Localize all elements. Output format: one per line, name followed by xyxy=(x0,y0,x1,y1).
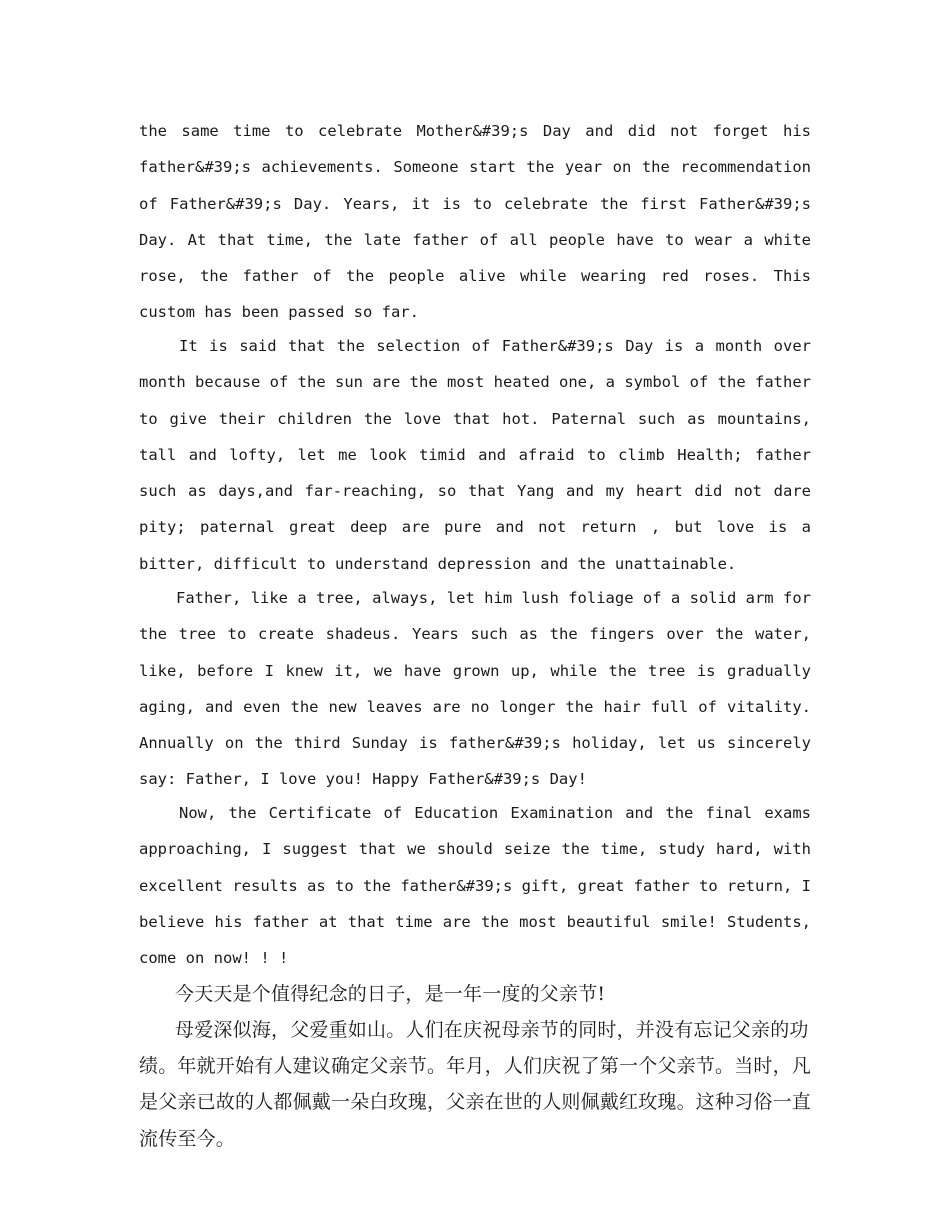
paragraph-en-3: Father, like a tree, always, let him lush foliage of a solid arm for the tree to create shadeus. Years such as the fingers over the water, like, before I knew it, we have grown up, while the tree is gradually aging, and even the new leaves are no longer the hair full of vitality. Annually on the third Sunday is father&#39;s holiday, let us sincerely say: Father, I love you! Happy Father&#39;s Day! xyxy=(139,589,811,789)
paragraph-en-4: Now, the Certificate of Education Examination and the final exams approaching, I suggest that we should seize the time, study hard, with excellent results as to the father&#39;s gift, great father to return, I believe his father at that time are the most beautiful smile! Students, come on now! ! ! xyxy=(139,804,811,968)
paragraph-zh-2: 母爱深似海，父爱重如山。人们在庆祝母亲节的同时，并没有忘记父亲的功绩。年就开始有人建议确定父亲节。年月，人们庆祝了第一个父亲节。当时，凡是父亲已故的人都佩戴一朵白玫瑰，父亲在世的人则佩戴红玫瑰。这种习俗一直流传至今。 xyxy=(139,1019,812,1150)
paragraph-zh-1: 今天天是个值得纪念的日子，是一年一度的父亲节! xyxy=(175,983,606,1005)
paragraph-en-2: It is said that the selection of Father&#39;s Day is a month over month because of the sun are the most heated one, a symbol of the father to give their children the love that hot. Paternal such as mountains, tall and lofty, let me look timid and afraid to climb Health; father such as days,and far-reaching, so that Yang and my heart did not dare pity; paternal great deep are pure and not return , but love is a bitter, difficult to understand depression and the unattainable. xyxy=(139,337,811,573)
paragraph-en-1: the same time to celebrate Mother&#39;s Day and did not forget his father&#39;s achievements. Someone start the year on the recommendation of Father&#39;s Day. Years, it is to celebrate the first Father&#39;s Day. At that time, the late father of all people have to wear a white rose, the father of the people alive while wearing red roses. This custom has been passed so far. xyxy=(139,122,811,322)
